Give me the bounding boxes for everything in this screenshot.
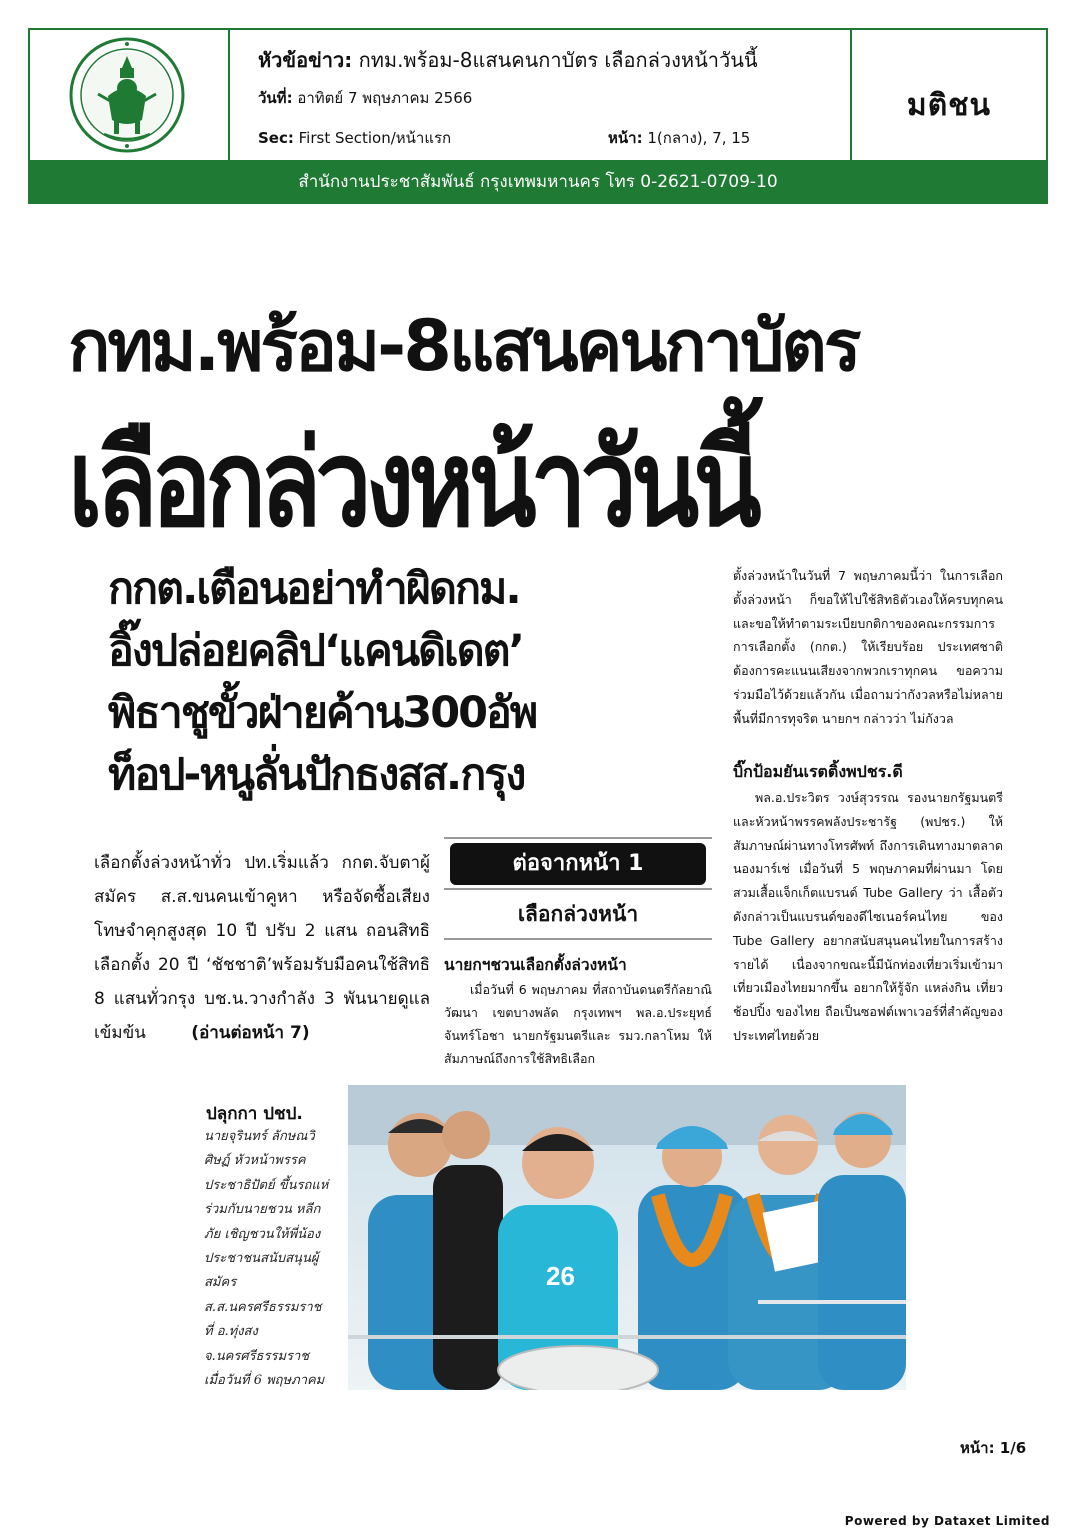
headline-line-2: เลือกล่วงหน้าวันนี้ [68,413,756,554]
campaign-photo-illustration [348,1085,906,1390]
lead-paragraph [94,846,430,1050]
continuation-badge: ต่อจากหน้า 1 [450,843,706,885]
sub-headline-line: ท็อป-หนูลั่นปักธงสส.กรุง [108,750,525,800]
logo-cell [30,30,230,160]
divider [444,938,712,940]
bangkok-seal-icon [68,36,186,154]
page-indicator: หน้า: 1/6 [960,1439,1027,1457]
header-info-cell [230,30,850,160]
caption-text: นายจุรินทร์ ลักษณวิศิษฏ์ หัวหน้าพรรคประชาธิปัตย์ ขึ้นรถแห่ร่วมกับนายชวน หลีกภัย เชิญชวนให้พี่น้องประชาชนสนับสนุนผู้สมัคร ส.ส.นครศรีธรรมราช ที่ อ.ทุ่งสง จ.นครศรีธรรมราช เมื่อวันที่ 6 พฤษภาคม [204,1129,329,1389]
continuation-subtitle: เลือกล่วงหน้า [517,902,639,926]
powered-by: Powered by Dataxet Limited [844,1514,1050,1528]
office-bar: สำนักงานประชาสัมพันธ์ กรุงเทพมหานคร โทร 0-2621-0709-10 [30,160,1046,204]
date-field: วันที่: อาทิตย์ 7 พฤษภาคม 2566 [258,89,473,107]
publication-name: มติชน [906,88,992,123]
lead-text: เลือกตั้งล่วงหน้าทั่ว ปท.เริ่มแล้ว กกต.จับตาผู้สมัคร ส.ส.ขนคนเข้าคูหา หรือจัดซื้อเสียง โทษจำคุกสูงสุด 10 ปี ปรับ 2 แสน ถอนสิทธิเลือกตั้ง 20 ปี ‘ชัชชาติ’พร้อมรับมือคนใช้สิทธิ 8 แสนทั่วกรุง บช.น.วางกำลัง 3 พันนายดูแลเข้มข้น [94,853,430,1043]
caption-heading: ปลุกกา ปชป. [206,1104,303,1124]
headline-field: หัวข้อข่าว: กทม.พร้อม-8แสนคนกาบัตร เลือกล่วงหน้าวันนี้ [258,48,758,72]
sub-headline [108,558,708,806]
continuation-heading: นายกฯชวนเลือกตั้งล่วงหน้า [444,956,627,974]
sub-headline-line: กกต.เตือนอย่าทำผิดกม. [108,564,520,614]
sub-headline-line: พิธาชูขั้วฝ่ายค้าน300อัพ [108,688,537,738]
right-column-text: ตั้งล่วงหน้าในวันที่ 7 พฤษภาคมนี้ว่า ในการเลือกตั้งล่วงหน้า ก็ขอให้ไปใช้สิทธิตัวเองให้ครบทุกคน และขอให้ทำตามระเบียบกติกาของคณะกรรมการการเลือกตั้ง (กกต.) ให้เรียบร้อย ประเทศชาติต้องการคะแนนเสียงจากพวกเราทุกคน ขอความร่วมมือไว้ด้วยแล้วกัน เมื่อถามว่ากังวลหรือไม่หลายพื้นที่มีการทุจริต นายกฯ กล่าวว่า ไม่กังวล [733,568,1003,726]
header-top-row [30,30,1046,160]
read-more-note: (อ่านต่อหน้า 7) [191,1023,310,1043]
sub-headline-line: อิ๊งปล่อยคลิป‘แคนดิเดต’ [108,626,523,676]
shirt-number: 26 [546,1261,575,1291]
right-column-heading: บิ๊กป้อมยันเรตติ้งพปชร.ดี [733,762,903,781]
right-column-text-2: พล.อ.ประวิตร วงษ์สุวรรณ รองนายกรัฐมนตรี และหัวหน้าพรรคพลังประชารัฐ (พปชร.) ให้สัมภาษณ์ผ่านทางโทรศัพท์ ถึงการเดินทางมาตลาดนองมาร์เช่ เมื่อวันที่ 5 พฤษภาคมที่ผ่านมา โดยสวมเสื้อแจ็กเก็ตแบรนด์ Tube Gallery ว่า เสื้อตัวดังกล่าวเป็นแบรนด์ของดีไซเนอร์คนไทย ของ Tube Gallery อยากสนับสนุนคนไทยในการสร้างรายได้ เนื่องจากขณะนี้มีนักท่องเที่ยวเริ่มเข้ามาเที่ยวเมืองไทยมากขึ้น อยากให้รู้จัก แหล่งกิน เที่ยว ช้อปปิ้ง ของไทย ถือเป็นซอฟต์เพาเวอร์ที่สำคัญของประเทศไทยด้วย [733,790,1003,1043]
publication-cell [850,30,1046,160]
page-field: หน้า: 1(กลาง), 7, 15 [608,129,751,147]
headline-line-1: กทม.พร้อม-8แสนคนกาบัตร [68,305,859,387]
continuation-text: เมื่อวันที่ 6 พฤษภาคม ที่สถาบันดนตรีกัลยาณิวัฒนา เขตบางพลัด กรุงเทพฯ พล.อ.ประยุทธ์ จันทร์โอชา นายกรัฐมนตรีและ รมว.กลาโหม ให้สัมภาษณ์ถึงการใช้สิทธิเลือก [444,982,712,1066]
divider [444,888,712,890]
news-photo [348,1085,906,1390]
news-clipping-header [28,28,1048,204]
divider [444,837,712,839]
section-field: Sec: First Section/หน้าแรก [258,129,452,147]
